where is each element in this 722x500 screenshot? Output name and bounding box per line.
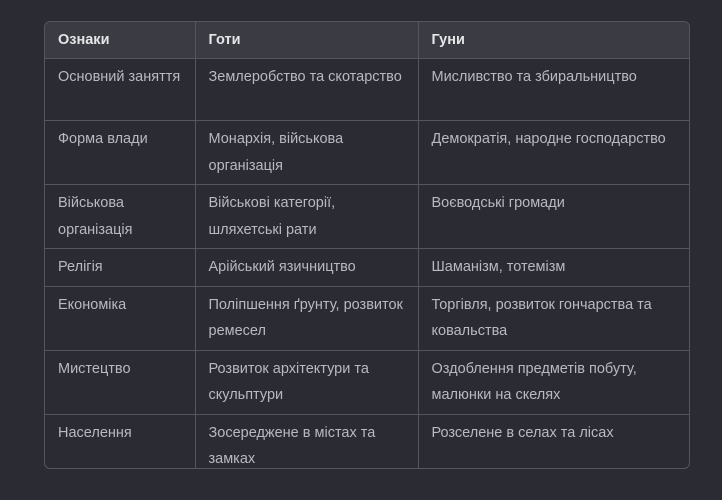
table-cell: Арійський язичництво xyxy=(195,249,418,287)
table-row xyxy=(45,414,689,469)
table-cell: Економіка xyxy=(45,286,195,350)
table-row xyxy=(45,185,689,249)
table-cell: Торгівля, розвиток гончарства та ковальства xyxy=(418,286,689,350)
table-cell: Оздоблення предметів побуту, малюнки на скелях xyxy=(418,350,689,414)
table-cell: Демократія, народне господарство xyxy=(418,121,689,185)
table-cell: Населення xyxy=(45,414,195,469)
table-cell: Військові категорії, шляхетські рати xyxy=(195,185,418,249)
table-cell: Шаманізм, тотемізм xyxy=(418,249,689,287)
table-row xyxy=(45,249,689,287)
header-cell-huns: Гуни xyxy=(418,22,689,58)
comparison-table xyxy=(45,22,689,469)
table-cell: Землеробство та скотарство xyxy=(195,58,418,121)
table-cell: Форма влади xyxy=(45,121,195,185)
table-cell: Військова організація xyxy=(45,185,195,249)
table-cell: Основний заняття xyxy=(45,58,195,121)
table-cell: Воєводські громади xyxy=(418,185,689,249)
table-cell: Мистецтво xyxy=(45,350,195,414)
table-row xyxy=(45,58,689,121)
comparison-table-container xyxy=(44,21,690,469)
table-cell: Розвиток архітектури та скульптури xyxy=(195,350,418,414)
table-cell: Монархія, військова організація xyxy=(195,121,418,185)
table-row xyxy=(45,286,689,350)
table-row xyxy=(45,350,689,414)
table-cell: Поліпшення ґрунту, розвиток ремесел xyxy=(195,286,418,350)
table-row xyxy=(45,121,689,185)
table-cell: Мисливство та збиральництво xyxy=(418,58,689,121)
table-cell: Зосереджене в містах та замках xyxy=(195,414,418,469)
header-cell-goths: Готи xyxy=(195,22,418,58)
table-cell: Релігія xyxy=(45,249,195,287)
table-cell: Розселене в селах та лісах xyxy=(431,424,614,441)
table-header-row xyxy=(45,22,689,58)
header-cell-features: Ознаки xyxy=(45,22,195,58)
